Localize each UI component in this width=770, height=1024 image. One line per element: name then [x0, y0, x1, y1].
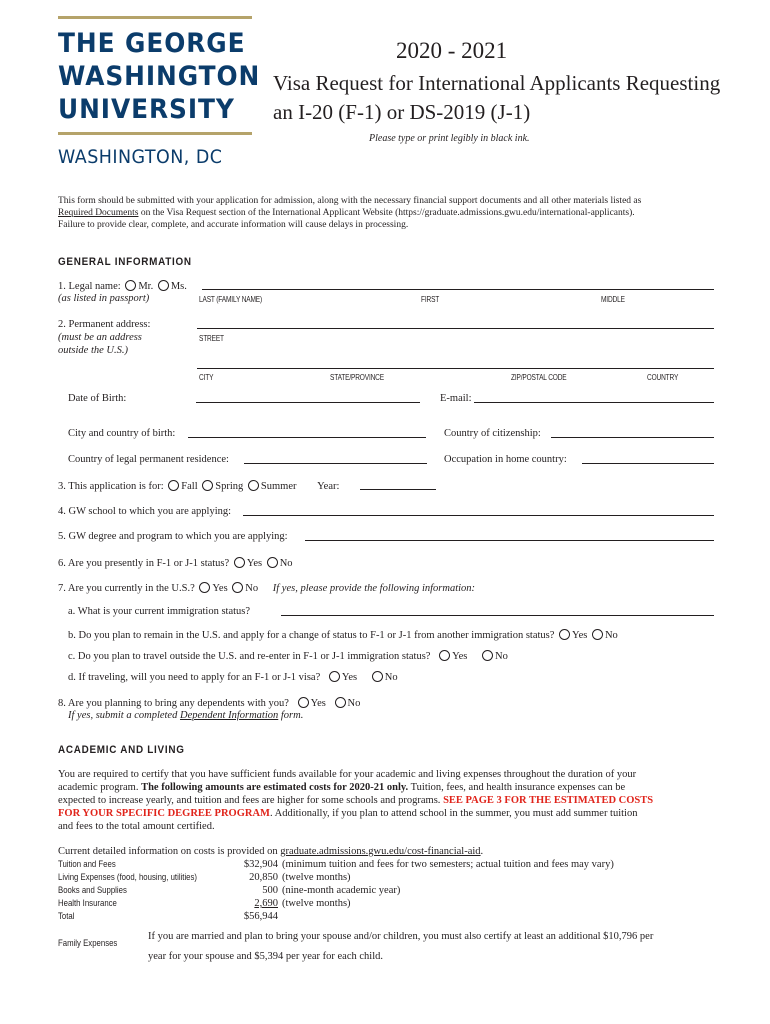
- cost-row: Health Insurance 2,690 (twelve months): [58, 898, 351, 909]
- cost-financial-aid-link[interactable]: graduate.admissions.gwu.edu/cost-financial-aid: [280, 846, 481, 857]
- cost-table: [58, 859, 718, 924]
- q3-application-term: 3. This application is for: Fall Spring Summer Year:: [58, 481, 340, 492]
- form-title-line-1: Visa Request for International Applicants Requesting: [273, 71, 721, 95]
- state-label: STATE/PROVINCE: [330, 373, 384, 382]
- q8-dependents: 8. Are you planning to bring any dependents with you? Yes No: [58, 698, 361, 709]
- required-documents-link[interactable]: Required Documents: [58, 208, 139, 218]
- q7c-yes-radio[interactable]: [439, 650, 450, 661]
- q7-no-radio[interactable]: [232, 582, 243, 593]
- q7b-change-status: b. Do you plan to remain in the U.S. and apply for a change of status to F-1 or J-1 from another immigration status? Yes No: [68, 630, 618, 641]
- dob-label: Date of Birth:: [68, 393, 127, 404]
- legal-name-field[interactable]: [202, 289, 714, 290]
- q7b-no-radio[interactable]: [592, 629, 603, 640]
- q2-note-1: (must be an address: [58, 332, 142, 343]
- city-state-zip-country-field[interactable]: [197, 368, 714, 369]
- q7c-travel: c. Do you plan to travel outside the U.S. and re-enter in F-1 or J-1 immigration status? Yes No: [68, 651, 508, 662]
- q8-yes-radio[interactable]: [298, 697, 309, 708]
- academic-para-line-4: FOR YOUR SPECIFIC DEGREE PROGRAM. Additionally, if you plan to attend school in the summer, you must add summer tuition: [58, 808, 638, 819]
- q4-gw-school: 4. GW school to which you are applying:: [58, 506, 232, 517]
- cost-row-total: Total $56,944: [58, 911, 278, 922]
- immigration-status-field[interactable]: [281, 615, 714, 616]
- q7b-yes-radio[interactable]: [559, 629, 570, 640]
- q6-no-radio[interactable]: [267, 557, 278, 568]
- street-label: STREET: [199, 334, 224, 343]
- cost-row: Living Expenses (food, housing, utilities) 20,850 (twelve months): [58, 872, 351, 883]
- q2-note-2: outside the U.S.): [58, 345, 128, 356]
- family-expenses-line-1: If you are married and plan to bring your spouse and/or children, you must also certify at least an additional $10,796 per: [148, 931, 654, 942]
- academic-living-heading: ACADEMIC AND LIVING: [58, 744, 185, 756]
- logo-city: WASHINGTON, DC: [58, 146, 223, 168]
- intro-line-3: Failure to provide clear, complete, and accurate information will cause delays in processing.: [58, 220, 409, 230]
- academic-para-line-3: expected to increase yearly, and tuition and fees are higher for some schools and programs. SEE PAGE 3 FOR THE ESTIMATED COSTS: [58, 795, 654, 806]
- q8-no-radio[interactable]: [335, 697, 346, 708]
- residence-label: Country of legal permanent residence:: [68, 454, 229, 465]
- email-field[interactable]: [474, 402, 714, 403]
- form-instruction: Please type or print legibly in black ink.: [369, 133, 530, 144]
- gw-degree-field[interactable]: [305, 540, 714, 541]
- logo-rule-bottom: [58, 132, 252, 135]
- logo-line-1: THE GEORGE: [58, 28, 246, 59]
- occupation-label: Occupation in home country:: [444, 454, 567, 465]
- year-field[interactable]: [360, 489, 436, 490]
- logo-rule-top: [58, 16, 252, 19]
- citizenship-field[interactable]: [551, 437, 714, 438]
- cost-intro: Current detailed information on costs is provided on graduate.admissions.gwu.edu/cost-financial-aid.: [58, 846, 484, 857]
- logo-line-3: UNIVERSITY: [58, 94, 235, 125]
- gw-school-field[interactable]: [243, 515, 714, 516]
- country-label: COUNTRY: [647, 373, 679, 382]
- q1-note: (as listed in passport): [58, 293, 150, 304]
- academic-para-line-5: and fees to the total amount certified.: [58, 821, 215, 832]
- city-label: CITY: [199, 373, 214, 382]
- street-field[interactable]: [197, 328, 714, 329]
- q7c-no-radio[interactable]: [482, 650, 493, 661]
- general-information-heading: GENERAL INFORMATION: [58, 256, 192, 268]
- intro-line-2: Required Documents on the Visa Request section of the International Applicant Website (https://graduate.admissions.gwu.edu/international-applicants).: [58, 208, 635, 218]
- email-label: E-mail:: [440, 393, 472, 404]
- q7d-visa: d. If traveling, will you need to apply for an F-1 or J-1 visa? Yes No: [68, 672, 398, 683]
- q6-f1-j1-status: 6. Are you presently in F-1 or J-1 status? Yes No: [58, 558, 293, 569]
- citizenship-label: Country of citizenship:: [444, 428, 541, 439]
- birth-place-field[interactable]: [188, 437, 426, 438]
- family-expenses-label: Family Expenses: [58, 938, 118, 949]
- cost-row: Books and Supplies 500 (nine-month academic year): [58, 885, 401, 896]
- first-name-label: FIRST: [421, 295, 440, 304]
- academic-para-line-2: academic program. The following amounts are estimated costs for 2020-21 only. Tuition, fees, and health insurance expenses can be: [58, 782, 626, 793]
- zip-label: ZIP/POSTAL CODE: [511, 373, 567, 382]
- q2-permanent-address: 2. Permanent address:: [58, 319, 151, 330]
- cost-row: Tuition and Fees $32,904 (minimum tuition and fees for two semesters; actual tuition and fees may vary): [58, 859, 614, 870]
- q8-note: If yes, submit a completed Dependent Information form.: [68, 710, 304, 721]
- intro-line-1: This form should be submitted with your application for admission, along with the necessary financial support documents and all other materials listed as: [58, 196, 642, 206]
- occupation-field[interactable]: [582, 463, 714, 464]
- q7a-immigration-status: a. What is your current immigration status?: [68, 606, 251, 617]
- ms-radio[interactable]: [158, 280, 169, 291]
- last-name-label: LAST (FAMILY NAME): [199, 295, 263, 304]
- q5-gw-degree: 5. GW degree and program to which you are applying:: [58, 531, 288, 542]
- fall-radio[interactable]: [168, 480, 179, 491]
- q6-yes-radio[interactable]: [234, 557, 245, 568]
- birth-place-label: City and country of birth:: [68, 428, 176, 439]
- q7-yes-radio[interactable]: [199, 582, 210, 593]
- q7d-no-radio[interactable]: [372, 671, 383, 682]
- q7-in-us: 7. Are you currently in the U.S.? Yes No If yes, please provide the following information:: [58, 583, 476, 594]
- family-expenses-line-2: year for your spouse and $5,394 per year for each child.: [148, 951, 383, 962]
- q7d-yes-radio[interactable]: [329, 671, 340, 682]
- academic-para-line-1: You are required to certify that you have sufficient funds available for your academic and living expenses throughout the duration of your: [58, 769, 637, 780]
- residence-field[interactable]: [244, 463, 427, 464]
- middle-name-label: MIDDLE: [601, 295, 625, 304]
- mr-radio[interactable]: [125, 280, 136, 291]
- form-title-line-2: an I-20 (F-1) or DS-2019 (J-1): [273, 100, 531, 124]
- form-year: 2020 - 2021: [396, 38, 508, 63]
- spring-radio[interactable]: [202, 480, 213, 491]
- dob-field[interactable]: [196, 402, 420, 403]
- dependent-information-link[interactable]: Dependent Information: [179, 710, 279, 721]
- q1-legal-name: 1. Legal name: Mr. Ms.: [58, 281, 187, 292]
- summer-radio[interactable]: [248, 480, 259, 491]
- logo-line-2: WASHINGTON: [58, 61, 261, 92]
